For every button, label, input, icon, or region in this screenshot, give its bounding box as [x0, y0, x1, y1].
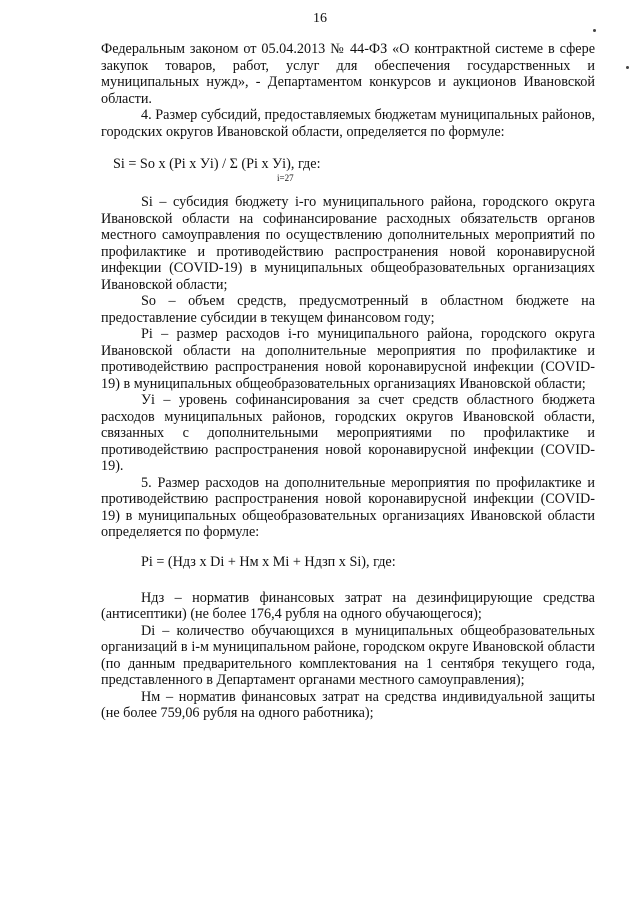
formula-sum-subscript: i=27	[277, 173, 294, 183]
paragraph-ndz-definition: Ндз – норматив финансовых затрат на дезинфицирующие средства (антисептики) (не более 176,4 рубля на одного обучающегося);	[101, 589, 595, 622]
paragraph-si-definition: Si – субсидия бюджету i-го муниципального района, городского округа Ивановской области на софинансирование расходных обязательств органов местного самоуправления по осуществлению дополнительных мероприятий по профилактике и противодействию распространения новой коронавирусной инфекции (COVID-19) в муниципальных общеобразовательных организациях Ивановской области;	[101, 194, 595, 293]
paragraph-expense-size: 5. Размер расходов на дополнительные мероприятия по профилактике и противодействию распространения новой коронавирусной инфекции (COVID-19) в муниципальных общеобразовательных организациях Ивановской области определяется по формуле:	[101, 474, 595, 540]
scan-mark-dot	[626, 66, 629, 69]
page-number: 16	[313, 11, 327, 26]
paragraph-ui-definition: Уi – уровень софинансирования за счет средств областного бюджета расходов муниципальных районов, городских округов Ивановской области, связанных с дополнительными мероприятиями по профилактике и противодействию распространения новой коронавирусной инфекции (COVID-19).	[101, 392, 595, 474]
document-body	[101, 41, 595, 722]
scan-mark-dot	[593, 29, 596, 32]
paragraph-so-definition: So – объем средств, предусмотренный в областном бюджете на предоставление субсидии в текущем финансовом году;	[101, 293, 595, 326]
formula-expenses	[101, 554, 595, 570]
paragraph-nm-definition: Нм – норматив финансовых затрат на средства индивидуальной защиты (не более 759,06 рубля на одного работника);	[101, 688, 595, 721]
formula-expenses-text: Pi = (Ндз x Di + Нм x Mi + Ндзп x Si), где:	[141, 553, 396, 570]
formula-subsidy	[101, 156, 595, 183]
paragraph-pi-definition: Pi – размер расходов i-го муниципального района, городского округа Ивановской области на дополнительные мероприятия по профилактике и противодействию распространения новой коронавирусной инфекции (COVID-19) в муниципальных общеобразовательных организациях Ивановской области;	[101, 326, 595, 392]
formula-subsidy-text: Si = So x (Pi x Уi) / Σ (Pi x Уi), где:	[113, 156, 321, 172]
paragraph-di-definition: Di – количество обучающихся в муниципальных общеобразовательных организаций в i-м муниципальном районе, городском округе Ивановской области (по данным предварительного комплектования на 1 сентября текущего года, представленного в Департамент органами местного самоуправления);	[101, 622, 595, 688]
paragraph-subsidy-size: 4. Размер субсидий, предоставляемых бюджетам муниципальных районов, городских округов Ивановской области, определяется по формуле:	[101, 107, 595, 140]
paragraph-law-reference: Федеральным законом от 05.04.2013 № 44-ФЗ «О контрактной системе в сфере закупок товаров, работ, услуг для обеспечения государственных и муниципальных нужд», - Департаментом конкурсов и аукционов Ивановской области.	[101, 41, 595, 107]
